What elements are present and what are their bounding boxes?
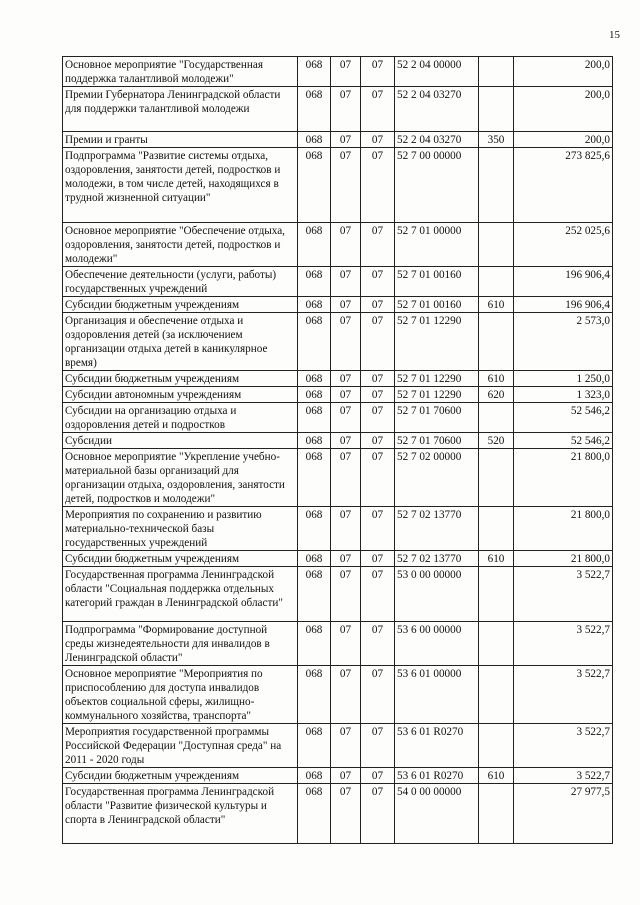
table-row <box>63 148 613 223</box>
row-section-cell: 07 <box>331 297 361 313</box>
row-grbs-cell: 068 <box>298 551 331 567</box>
row-grbs-cell: 068 <box>298 622 331 666</box>
row-expense-type-cell <box>479 784 514 844</box>
row-section-cell: 07 <box>331 666 361 724</box>
row-subsection-cell: 07 <box>361 567 395 622</box>
row-target-article-cell: 52 7 01 70600 <box>395 433 479 449</box>
table-row <box>63 507 613 551</box>
row-expense-type-cell <box>479 313 514 371</box>
table-row <box>63 551 613 567</box>
row-amount-cell: 21 800,0 <box>514 449 613 507</box>
row-subsection-cell: 07 <box>361 666 395 724</box>
row-target-article-cell: 52 7 01 12290 <box>395 371 479 387</box>
row-subsection-cell: 07 <box>361 433 395 449</box>
row-expense-type-cell <box>479 267 514 297</box>
row-target-article-cell: 52 7 02 13770 <box>395 551 479 567</box>
row-section-cell: 07 <box>331 313 361 371</box>
table-row <box>63 297 613 313</box>
row-grbs-cell: 068 <box>298 387 331 403</box>
row-target-article-cell: 52 7 01 00000 <box>395 223 479 267</box>
row-name-cell: Государственная программа Ленинградской области "Социальная поддержка отдельных категорий граждан в Ленинградской области" <box>63 567 298 622</box>
row-expense-type-cell: 610 <box>479 371 514 387</box>
row-subsection-cell: 07 <box>361 449 395 507</box>
table-row <box>63 784 613 844</box>
row-name-cell: Субсидии на организацию отдыха и оздоровления детей и подростков <box>63 403 298 433</box>
row-grbs-cell: 068 <box>298 567 331 622</box>
row-amount-cell: 1 323,0 <box>514 387 613 403</box>
row-amount-cell: 3 522,7 <box>514 622 613 666</box>
row-amount-cell: 200,0 <box>514 87 613 132</box>
row-section-cell: 07 <box>331 768 361 784</box>
row-target-article-cell: 54 0 00 00000 <box>395 784 479 844</box>
row-subsection-cell: 07 <box>361 313 395 371</box>
row-amount-cell: 1 250,0 <box>514 371 613 387</box>
row-amount-cell: 3 522,7 <box>514 768 613 784</box>
row-amount-cell: 196 906,4 <box>514 267 613 297</box>
row-target-article-cell: 52 2 04 03270 <box>395 132 479 148</box>
row-expense-type-cell <box>479 148 514 223</box>
row-expense-type-cell <box>479 223 514 267</box>
row-grbs-cell: 068 <box>298 267 331 297</box>
row-target-article-cell: 52 7 02 00000 <box>395 449 479 507</box>
row-target-article-cell: 52 7 01 00160 <box>395 297 479 313</box>
row-target-article-cell: 52 7 01 70600 <box>395 403 479 433</box>
row-grbs-cell: 068 <box>298 297 331 313</box>
row-expense-type-cell <box>479 449 514 507</box>
row-grbs-cell: 068 <box>298 724 331 768</box>
row-subsection-cell: 07 <box>361 371 395 387</box>
row-amount-cell: 196 906,4 <box>514 297 613 313</box>
row-grbs-cell: 068 <box>298 449 331 507</box>
row-expense-type-cell: 610 <box>479 551 514 567</box>
row-name-cell: Подпрограмма "Развитие системы отдыха, оздоровления, занятости детей, подростков и молодежи, в том числе детей, находящихся в трудной жизненной ситуации" <box>63 148 298 223</box>
row-subsection-cell: 07 <box>361 622 395 666</box>
row-name-cell: Основное мероприятие "Мероприятия по приспособлению для доступа инвалидов объектов социальной сферы, жилищно-коммунального хозяйства, транспорта" <box>63 666 298 724</box>
row-expense-type-cell: 350 <box>479 132 514 148</box>
row-expense-type-cell <box>479 724 514 768</box>
row-subsection-cell: 07 <box>361 507 395 551</box>
row-amount-cell: 200,0 <box>514 57 613 87</box>
row-amount-cell: 273 825,6 <box>514 148 613 223</box>
row-amount-cell: 3 522,7 <box>514 567 613 622</box>
row-amount-cell: 52 546,2 <box>514 403 613 433</box>
row-section-cell: 07 <box>331 567 361 622</box>
row-amount-cell: 200,0 <box>514 132 613 148</box>
row-target-article-cell: 53 6 01 R0270 <box>395 768 479 784</box>
row-grbs-cell: 068 <box>298 371 331 387</box>
budget-table <box>62 56 613 844</box>
row-subsection-cell: 07 <box>361 87 395 132</box>
row-amount-cell: 252 025,6 <box>514 223 613 267</box>
row-target-article-cell: 52 2 04 03270 <box>395 87 479 132</box>
row-section-cell: 07 <box>331 387 361 403</box>
row-name-cell: Основное мероприятие "Государственная поддержка талантливой молодежи" <box>63 57 298 87</box>
row-grbs-cell: 068 <box>298 57 331 87</box>
row-name-cell: Субсидии бюджетным учреждениям <box>63 551 298 567</box>
row-name-cell: Организация и обеспечение отдыха и оздоровления детей (за исключением организации отдыха детей в каникулярное время) <box>63 313 298 371</box>
table-row <box>63 87 613 132</box>
row-grbs-cell: 068 <box>298 403 331 433</box>
row-target-article-cell: 52 7 00 00000 <box>395 148 479 223</box>
table-row <box>63 449 613 507</box>
row-grbs-cell: 068 <box>298 148 331 223</box>
row-target-article-cell: 52 7 01 00160 <box>395 267 479 297</box>
table-row <box>63 666 613 724</box>
row-expense-type-cell: 610 <box>479 297 514 313</box>
row-name-cell: Подпрограмма "Формирование доступной среды жизнедеятельности для инвалидов в Ленинградской области" <box>63 622 298 666</box>
row-expense-type-cell: 520 <box>479 433 514 449</box>
table-row <box>63 724 613 768</box>
row-name-cell: Субсидии бюджетным учреждениям <box>63 768 298 784</box>
row-grbs-cell: 068 <box>298 507 331 551</box>
row-name-cell: Мероприятия по сохранению и развитию материально-технической базы государственных учреждений <box>63 507 298 551</box>
budget-table-body <box>63 57 613 844</box>
row-subsection-cell: 07 <box>361 297 395 313</box>
row-section-cell: 07 <box>331 57 361 87</box>
row-name-cell: Субсидии бюджетным учреждениям <box>63 371 298 387</box>
table-row <box>63 132 613 148</box>
row-target-article-cell: 52 7 02 13770 <box>395 507 479 551</box>
row-subsection-cell: 07 <box>361 724 395 768</box>
row-name-cell: Субсидии бюджетным учреждениям <box>63 297 298 313</box>
row-amount-cell: 3 522,7 <box>514 724 613 768</box>
row-section-cell: 07 <box>331 267 361 297</box>
row-expense-type-cell <box>479 666 514 724</box>
row-subsection-cell: 07 <box>361 223 395 267</box>
row-target-article-cell: 53 6 01 R0270 <box>395 724 479 768</box>
row-subsection-cell: 07 <box>361 132 395 148</box>
row-grbs-cell: 068 <box>298 223 331 267</box>
row-subsection-cell: 07 <box>361 267 395 297</box>
row-name-cell: Государственная программа Ленинградской области "Развитие физической культуры и спорта в Ленинградской области" <box>63 784 298 844</box>
table-row <box>63 313 613 371</box>
row-name-cell: Мероприятия государственной программы Российской Федерации "Доступная среда" на 2011 - 2020 годы <box>63 724 298 768</box>
row-grbs-cell: 068 <box>298 784 331 844</box>
row-grbs-cell: 068 <box>298 87 331 132</box>
row-section-cell: 07 <box>331 371 361 387</box>
row-section-cell: 07 <box>331 622 361 666</box>
row-expense-type-cell <box>479 87 514 132</box>
row-section-cell: 07 <box>331 724 361 768</box>
row-name-cell: Основное мероприятие "Обеспечение отдыха, оздоровления, занятости детей, подростков и молодежи" <box>63 223 298 267</box>
row-section-cell: 07 <box>331 449 361 507</box>
row-amount-cell: 3 522,7 <box>514 666 613 724</box>
row-target-article-cell: 52 2 04 00000 <box>395 57 479 87</box>
table-row <box>63 768 613 784</box>
row-section-cell: 07 <box>331 507 361 551</box>
row-name-cell: Обеспечение деятельности (услуги, работы) государственных учреждений <box>63 267 298 297</box>
table-row <box>63 387 613 403</box>
row-subsection-cell: 07 <box>361 57 395 87</box>
table-row <box>63 371 613 387</box>
row-grbs-cell: 068 <box>298 433 331 449</box>
row-expense-type-cell <box>479 622 514 666</box>
table-row <box>63 267 613 297</box>
row-section-cell: 07 <box>331 87 361 132</box>
row-name-cell: Основное мероприятие "Укрепление учебно-материальной базы организаций для организации отдыха, оздоровления, занятости детей, подростков и молодежи" <box>63 449 298 507</box>
row-amount-cell: 2 573,0 <box>514 313 613 371</box>
row-subsection-cell: 07 <box>361 784 395 844</box>
row-target-article-cell: 52 7 01 12290 <box>395 387 479 403</box>
table-row <box>63 622 613 666</box>
row-grbs-cell: 068 <box>298 666 331 724</box>
row-amount-cell: 27 977,5 <box>514 784 613 844</box>
row-expense-type-cell <box>479 403 514 433</box>
row-expense-type-cell <box>479 57 514 87</box>
row-subsection-cell: 07 <box>361 551 395 567</box>
row-grbs-cell: 068 <box>298 132 331 148</box>
row-section-cell: 07 <box>331 433 361 449</box>
row-section-cell: 07 <box>331 148 361 223</box>
row-expense-type-cell <box>479 567 514 622</box>
row-name-cell: Субсидии <box>63 433 298 449</box>
row-name-cell: Премии Губернатора Ленинградской области для поддержки талантливой молодежи <box>63 87 298 132</box>
row-target-article-cell: 52 7 01 12290 <box>395 313 479 371</box>
row-target-article-cell: 53 6 01 00000 <box>395 666 479 724</box>
table-row <box>63 223 613 267</box>
row-expense-type-cell: 610 <box>479 768 514 784</box>
page-number: 15 <box>609 29 620 41</box>
table-row <box>63 433 613 449</box>
row-target-article-cell: 53 6 00 00000 <box>395 622 479 666</box>
row-amount-cell: 21 800,0 <box>514 551 613 567</box>
row-target-article-cell: 53 0 00 00000 <box>395 567 479 622</box>
row-amount-cell: 52 546,2 <box>514 433 613 449</box>
row-expense-type-cell <box>479 507 514 551</box>
row-section-cell: 07 <box>331 132 361 148</box>
row-section-cell: 07 <box>331 784 361 844</box>
table-row <box>63 57 613 87</box>
row-subsection-cell: 07 <box>361 387 395 403</box>
row-subsection-cell: 07 <box>361 403 395 433</box>
row-section-cell: 07 <box>331 551 361 567</box>
table-row <box>63 403 613 433</box>
row-grbs-cell: 068 <box>298 768 331 784</box>
table-row <box>63 567 613 622</box>
row-name-cell: Премии и гранты <box>63 132 298 148</box>
row-subsection-cell: 07 <box>361 148 395 223</box>
row-subsection-cell: 07 <box>361 768 395 784</box>
row-section-cell: 07 <box>331 223 361 267</box>
row-grbs-cell: 068 <box>298 313 331 371</box>
row-section-cell: 07 <box>331 403 361 433</box>
row-amount-cell: 21 800,0 <box>514 507 613 551</box>
row-expense-type-cell: 620 <box>479 387 514 403</box>
row-name-cell: Субсидии автономным учреждениям <box>63 387 298 403</box>
